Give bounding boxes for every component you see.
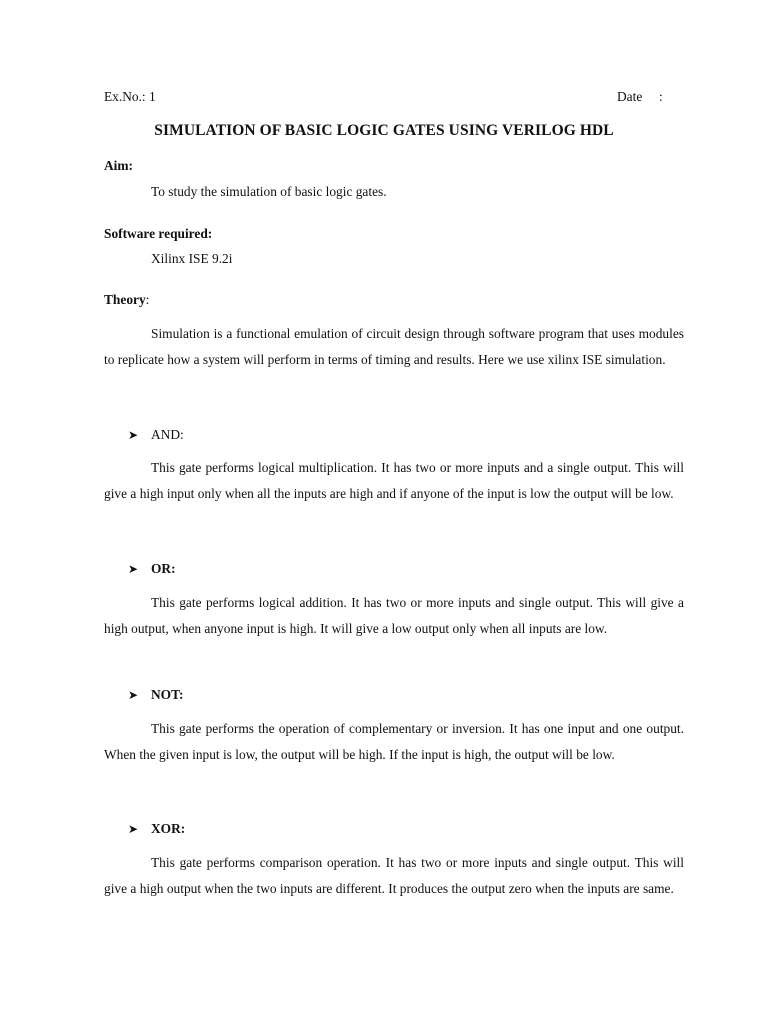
arrowhead-icon: ➤ [128,562,139,576]
theory-heading: Theory [104,292,146,307]
gate-and-heading: AND: [151,427,184,442]
theory-colon: : [145,292,150,307]
gate-not-heading: NOT: [151,687,184,702]
gate-xor-paragraph: This gate performs comparison operation. It has two or more inputs and single output. This will give a high output when the two inputs are different. It produces the output zero when the inputs are same. [104,855,684,896]
gate-or-heading: OR: [151,561,176,576]
gate-not-paragraph: This gate performs the operation of complementary or inversion. It has one input and one output. When the given input is low, the output will be high. If the input is high, the output will be low. [104,721,684,762]
arrowhead-icon: ➤ [128,428,139,442]
arrowhead-icon: ➤ [128,688,139,702]
exercise-number: Ex.No.: 1 [104,89,156,104]
gate-or-paragraph: This gate performs logical addition. It has two or more inputs and single output. This will give a high output, when anyone input is high. It will give a low output only when all inputs are low. [104,595,684,636]
gate-xor-heading: XOR: [151,821,186,836]
software-heading: Software required: [104,226,213,241]
aim-heading: Aim: [104,158,134,173]
gate-and-paragraph: This gate performs logical multiplication. It has two or more inputs and a single output. This will give a high input only when all the inputs are high and if anyone of the input is low the output will be low. [104,460,684,501]
aim-text: To study the simulation of basic logic gates. [151,184,387,199]
date-field: Date : [617,89,663,104]
arrowhead-icon: ➤ [128,822,139,836]
theory-paragraph: Simulation is a functional emulation of circuit design through software program that uses modules to replicate how a system will perform in terms of timing and results. Here we use xilinx ISE simulation. [104,326,684,367]
software-text: Xilinx ISE 9.2i [151,251,233,266]
page-title: SIMULATION OF BASIC LOGIC GATES USING VERILOG HDL [154,122,614,139]
theory-heading-line [104,292,149,308]
